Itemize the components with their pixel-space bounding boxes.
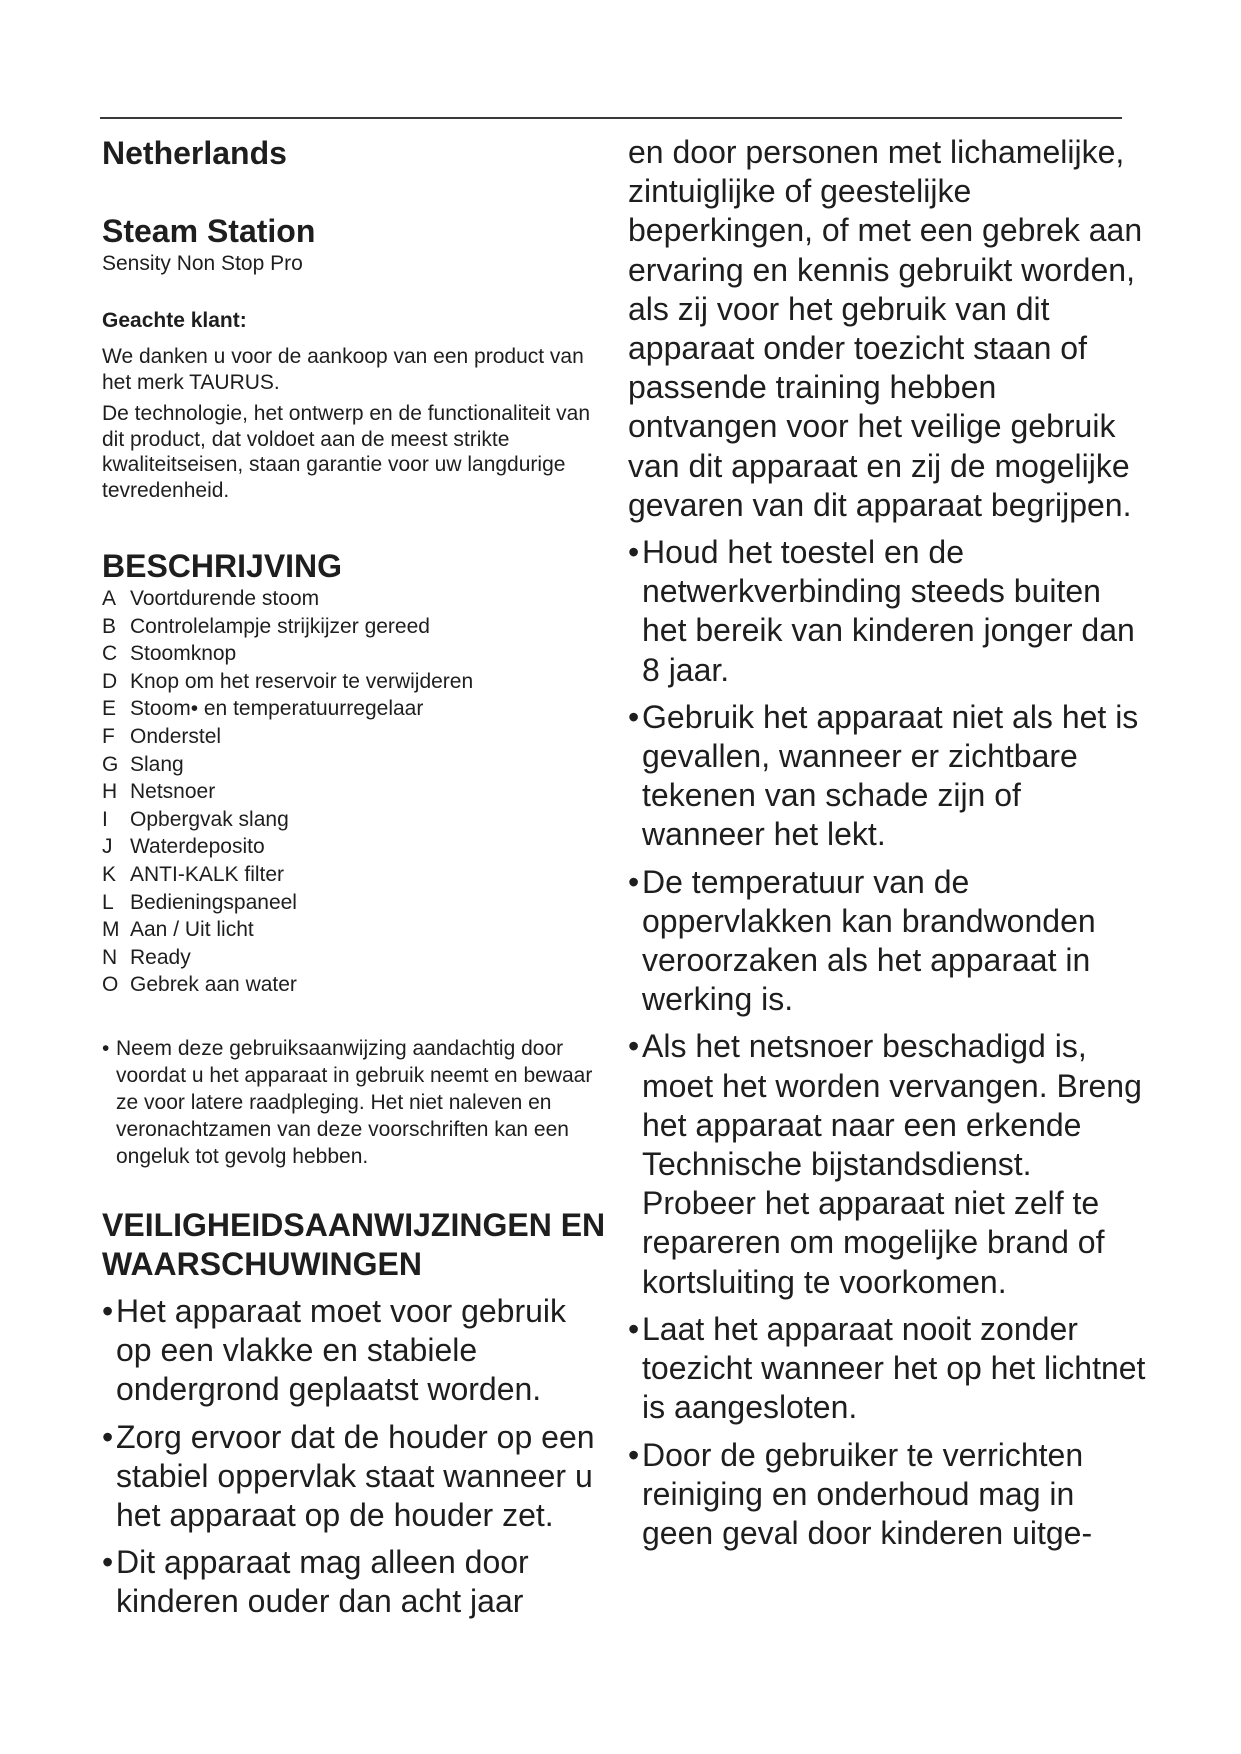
country-heading: Netherlands xyxy=(102,135,287,171)
list-item xyxy=(628,698,1148,855)
safety-text: Het apparaat moet voor gebruik op een vlakke en stabiele ondergrond geplaatst worden. xyxy=(116,1292,567,1408)
part-letter: O xyxy=(102,973,119,997)
product-title: Steam Station xyxy=(102,213,316,249)
safety-text: Door de gebruiker te verrichten reiniging en onderhoud mag in geen geval door kinderen uitge- xyxy=(642,1436,1093,1551)
list-item xyxy=(102,916,607,944)
safety-text: Houd het toestel en de netwerkverbinding steeds buiten het bereik van kinderen jonger dan 8 jaar. xyxy=(642,534,1135,688)
list-item xyxy=(102,640,607,668)
list-item xyxy=(102,1292,607,1410)
bullet-icon: • xyxy=(628,1028,640,1065)
left-column xyxy=(102,133,607,1630)
safety-text: Zorg ervoor dat de houder op een stabiel oppervlak staat wanneer u het apparaat op de houder zet. xyxy=(116,1418,595,1533)
part-letter: K xyxy=(102,862,117,886)
bullet-icon: • xyxy=(628,534,640,571)
part-label: Bedieningspaneel xyxy=(130,890,297,914)
part-letter: C xyxy=(102,642,118,666)
part-label: Onderstel xyxy=(130,724,222,748)
list-item xyxy=(102,585,607,613)
list-item xyxy=(102,889,607,917)
notice-text: Neem deze gebruiksaanwijzing aandachtig door voordat u het apparaat in gebruik neemt en bewaar ze voor latere raadpleging. Het niet naleven en veronachtzamen van deze voorschriften kan een ongeluk tot gevolg hebben. xyxy=(116,1036,593,1168)
part-label: Waterdeposito xyxy=(130,835,265,859)
bullet-icon: • xyxy=(628,1436,640,1473)
safety-continuation: en door personen met lichamelijke, zintuiglijke of geestelijke beperkingen, of met een gebrek aan ervaring en kennis gebruikt worden, als zij voor het gebruik van dit apparaat onder toezicht staan of passende training hebben ontvangen voor het veilige gebruik van dit apparaat en zij de mogelijke gevaren van dit apparaat begrijpen. xyxy=(628,134,1143,523)
part-label: Voortdurende stoom xyxy=(130,587,320,610)
bullet-icon: • xyxy=(102,1292,114,1329)
list-item xyxy=(102,668,607,696)
list-item xyxy=(102,1543,607,1621)
list-item xyxy=(628,1436,1148,1554)
bullet-icon: • xyxy=(102,1418,114,1455)
safety-text: Dit apparaat mag alleen door kinderen ouder dan acht jaar xyxy=(116,1544,529,1620)
list-item xyxy=(102,613,607,641)
part-letter: J xyxy=(102,835,113,859)
safety-list-left xyxy=(102,1292,607,1622)
greeting: Geachte klant: xyxy=(102,309,247,332)
list-item xyxy=(628,533,1148,690)
header-rule xyxy=(100,117,1122,119)
part-label: Opbergvak slang xyxy=(130,807,289,831)
safety-text: De temperatuur van de oppervlakken kan brandwonden veroorzaken als het apparaat in werking is. xyxy=(642,863,1096,1018)
right-column xyxy=(628,133,1148,1561)
part-label: Stoomknop xyxy=(130,642,237,666)
part-letter: F xyxy=(102,724,115,748)
description-heading: BESCHRIJVING xyxy=(102,548,343,584)
usage-notice xyxy=(102,1035,607,1170)
part-label: ANTI-KALK filter xyxy=(130,862,285,886)
list-item xyxy=(102,944,607,972)
product-model: Sensity Non Stop Pro xyxy=(102,252,303,275)
part-letter: H xyxy=(102,780,118,804)
part-letter: N xyxy=(102,945,118,969)
intro-paragraph: We danken u voor de aankoop van een product van het merk TAURUS. xyxy=(102,345,584,394)
part-label: Controlelampje strijkijzer gereed xyxy=(130,614,430,638)
bullet-icon: • xyxy=(628,1310,640,1347)
safety-heading: VEILIGHEIDSAANWIJZINGEN EN WAARSCHUWINGEN xyxy=(102,1206,606,1282)
safety-list-right xyxy=(628,533,1148,1553)
list-item xyxy=(102,1418,607,1536)
intro-paragraph: De technologie, het ontwerp en de functionaliteit van dit product, dat voldoet aan de meest strikte kwaliteitseisen, staan garantie voor uw langdurige tevredenheid. xyxy=(102,402,590,502)
part-label: Slang xyxy=(130,752,184,776)
parts-list xyxy=(102,585,607,999)
list-item xyxy=(102,833,607,861)
bullet-icon: • xyxy=(628,863,640,900)
list-item xyxy=(102,971,607,999)
part-letter: D xyxy=(102,669,118,693)
part-label: Aan / Uit licht xyxy=(130,918,254,942)
notice-item xyxy=(102,1035,607,1170)
safety-text: Als het netsnoer beschadigd is, moet het worden vervangen. Breng het apparaat naar een erkende Technische bijstandsdienst. Probeer het apparaat niet zelf te repareren om mogelijke brand of kortsluiting te voorkomen. xyxy=(642,1028,1142,1300)
list-item xyxy=(628,1310,1148,1428)
list-item xyxy=(102,751,607,779)
list-item xyxy=(628,1027,1148,1301)
part-letter: B xyxy=(102,614,117,638)
part-label: Stoom• en temperatuurregelaar xyxy=(130,697,424,721)
part-letter: E xyxy=(102,697,117,721)
part-label: Gebrek aan water xyxy=(130,973,297,997)
part-letter: G xyxy=(102,752,119,776)
safety-text: Gebruik het apparaat niet als het is gevallen, wanneer er zichtbare tekenen van schade zijn of wanneer het lekt. xyxy=(642,698,1139,853)
part-label: Knop om het reservoir te verwijderen xyxy=(130,669,474,693)
part-label: Netsnoer xyxy=(130,780,216,804)
list-item xyxy=(628,863,1148,1020)
part-letter: A xyxy=(102,587,117,610)
list-item xyxy=(102,695,607,723)
list-item xyxy=(102,778,607,806)
part-letter: L xyxy=(102,890,114,914)
list-item xyxy=(102,861,607,889)
safety-text: Laat het apparaat nooit zonder toezicht wanneer het op het lichtnet is aangesloten. xyxy=(642,1310,1146,1426)
part-letter: I xyxy=(102,807,108,831)
part-label: Ready xyxy=(130,945,191,969)
part-letter: M xyxy=(102,918,120,942)
bullet-icon: • xyxy=(628,698,640,735)
intro-text xyxy=(102,344,607,503)
list-item xyxy=(102,723,607,751)
bullet-icon: • xyxy=(102,1036,110,1060)
list-item xyxy=(102,806,607,834)
bullet-icon: • xyxy=(102,1544,114,1581)
